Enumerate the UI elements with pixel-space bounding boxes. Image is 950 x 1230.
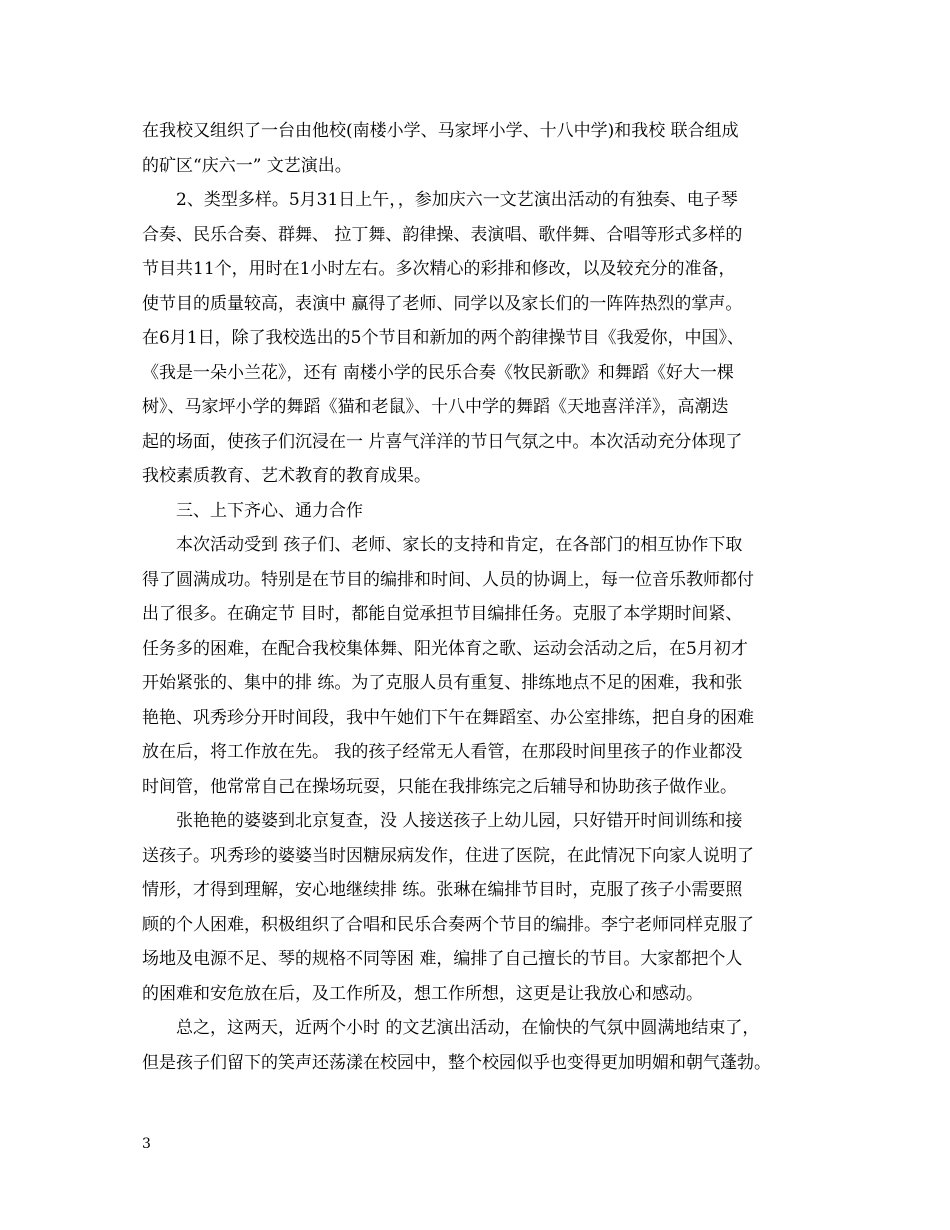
page-number: 3 [142, 1136, 151, 1152]
text-line: 情形，才得到理解，安心地继续排 练。张琳在编排节目时，克服了孩子小需要照 [142, 880, 743, 900]
text-line: 得了圆满成功。特别是在节目的编排和时间、人员的协调上，每一位音乐教师都付 [142, 569, 754, 590]
text-line: 本次活动受到 孩子们、老师、家长的支持和肯定，在各部门的相互协作下取 [176, 535, 743, 555]
text-line: 的困难和安危放在后，及工作所及，想工作所想，这更是让我放心和感动。 [142, 983, 703, 1004]
text-line: 放在后，将工作放在先。 我的孩子经常无人看管，在那段时间里孩子的作业都没 [142, 742, 743, 762]
text-line: 时间管，他常常自己在操场玩耍，只能在我排练完之后辅导和协助孩子做作业。 [142, 776, 737, 797]
text-line: 艳艳、巩秀珍分开时间段，我中午她们下午在舞蹈室、办公室排练，把自身的困难 [142, 707, 754, 728]
text-line: 使节目的质量较高，表演中 赢得了老师、同学以及家长们的一阵阵热烈的掌声。 [142, 293, 743, 314]
text-line: 在6月1日，除了我校选出的5个节目和新加的两个韵律操节目《我爱你，中国》、 [142, 328, 744, 348]
text-line: 三、上下齐心、通力合作 [176, 500, 363, 521]
text-line: 在我校又组织了一台由他校(南楼小学、马家坪小学、十八中学)和我校 联合组成 [142, 121, 739, 141]
text-line: 总之，这两天，近两个小时 的文艺演出活动，在愉快的气氛中圆满地结束了， [176, 1018, 760, 1038]
text-line: 《我是一朵小兰花》，还有 南楼小学的民乐合奏《牧民新歌》和舞蹈《好大一棵 [142, 362, 734, 383]
text-line: 的矿区“庆六一” 文艺演出。 [142, 155, 352, 176]
text-line: 2、类型多样。5月31日上午，，参加庆六一文艺演出活动的有独奏、电子琴 [176, 190, 738, 210]
text-line: 我校素质教育、艺术教育的教育成果。 [142, 466, 431, 486]
text-line: 顾的个人困难，积极组织了合唱和民乐合奏两个节目的编排。李宁老师同样克服了 [142, 914, 754, 935]
text-line: 但是孩子们留下的笑声还荡漾在校园中，整个校园似乎也变得更加明媚和朝气蓬勃。 [142, 1052, 771, 1073]
text-line: 节目共11个，用时在1小时左右。多次精心的彩排和修改，以及较充分的准备， [142, 259, 736, 279]
text-line: 场地及电源不足、琴的规格不同等困 难，编排了自己擅长的节目。大家都把个人 [142, 949, 743, 969]
body-text [142, 114, 822, 1080]
text-line: 张艳艳的婆婆到北京复查，没 人接送孩子上幼儿园，只好错开时间训练和接 [176, 811, 743, 831]
text-line: 任务多的困难，在配合我校集体舞、阳光体育之歌、运动会活动之后，在5月初才 [142, 638, 748, 659]
text-line: 开始紧张的、集中的排 练。为了克服人员有重复、排练地点不足的困难，我和张 [142, 673, 743, 693]
text-line: 树》、马家坪小学的舞蹈《猫和老鼠》、十八中学的舞蹈《天地喜洋洋》，高潮迭 [142, 397, 729, 417]
text-line: 送孩子。巩秀珍的婆婆当时因糖尿病发作，住进了医院，在此情况下向家人说明了 [142, 845, 754, 866]
text-line: 起的场面，使孩子们沉浸在一 片喜气洋洋的节日气氛之中。本次活动充分体现了 [142, 431, 743, 452]
text-line: 出了很多。在确定节 目时，都能自觉承担节目编排任务。克服了本学期时间紧、 [142, 604, 743, 624]
text-line: 合奏、民乐合奏、群舞、 拉丁舞、韵律操、表演唱、歌伴舞、合唱等形式多样的 [142, 224, 743, 245]
